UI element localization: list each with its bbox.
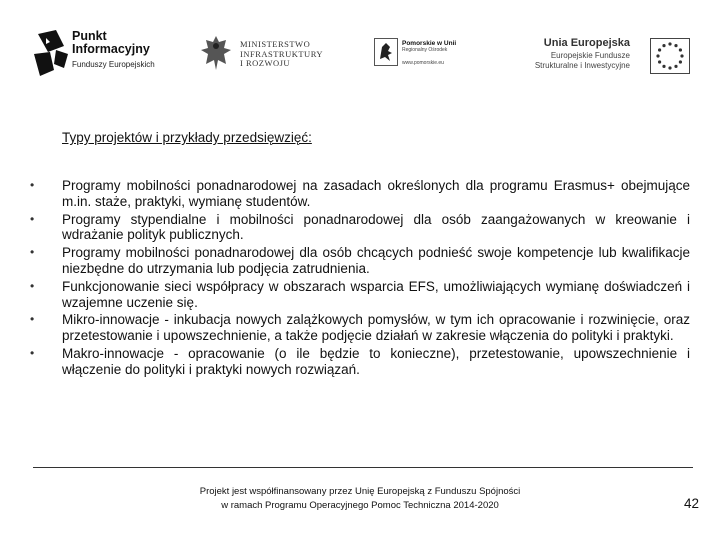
ministry-line3: I ROZWOJU [240,58,291,68]
list-item-text: Mikro-innowacje - inkubacja nowych zalążkowych pomysłów, w tym ich opracowanie i rozwinięcie, oraz przetestowanie i upowszechnienie, a także podjęcie działań w zakresie włączenia do polityki i praktyki. [62,312,690,344]
eu-line1: Unia Europejska [543,37,630,49]
bullet-icon: • [30,245,35,260]
ministry-line1: MINISTERSTWO [240,39,311,49]
pomorskie-griffin-icon [374,38,398,66]
eu-logo [522,28,692,80]
ministry-logo [200,28,340,80]
bullet-icon: • [30,278,35,293]
list-item [30,312,690,344]
punkt-informacyjny-mark-icon [34,30,68,76]
pomorskie-logo [374,28,484,80]
footer-divider [33,467,693,468]
footer-line1: Projekt jest współfinansowany przez Unię Europejską z Funduszu Spójności [199,486,521,497]
list-item-text: Funkcjonowanie sieci współpracy w obszarach wsparcia EFS, umożliwiających wymianę doświadczeń i wzajemne uczenie się. [62,278,690,310]
bullet-icon: • [30,345,35,360]
punkt-informacyjny-logo [34,28,174,80]
page-number: 42 [684,496,700,511]
list-item-text: Programy mobilności ponadnarodowej na zasadach określonych dla programu Erasmus+ obejmujące m.in. staże, praktyki, wymianę studentów. [62,178,690,209]
footer-line2: w ramach Programu Operacyjnego Pomoc Techniczna 2014-2020 [221,500,499,511]
list-item [30,245,690,277]
ministry-line2: INFRASTRUKTURY [240,48,324,59]
list-item [30,178,690,210]
list-item-text: Programy stypendialne i mobilności ponadnarodowej dla osób zaangażowanych w kreowanie i wdrażanie polityk publicznych. [62,211,690,243]
list-item [30,212,690,244]
eu-line2: Europejskie Fundusze [550,51,630,60]
footer-note [100,485,620,513]
eu-flag-icon [650,38,690,74]
bullet-icon: • [30,211,35,226]
bullet-icon: • [30,178,35,192]
list-item [30,279,690,311]
eu-line3: Strukturalne i Inwestycyjne [534,61,630,70]
project-types-list [30,178,690,378]
punkt-line2: Informacyjny [72,42,150,56]
punkt-line3: Funduszy Europejskich [72,60,155,69]
pomorskie-line2: Regionalny Ośrodek [402,47,448,53]
list-item-text: Programy mobilności ponadnarodowej dla osób chcących podnieść swoje kompetencje lub kwalifikacje niezbędne do utrzymania lub podjęcia zatrudnienia. [62,245,690,276]
list-item-text: Makro-innowacje - opracowanie (o ile będzie to konieczne), przetestowanie, upowszechnienie i włączenie do polityki i praktyki nowych rozwiązań. [62,345,690,377]
slide-title: Typy projektów i przykłady przedsięwzięć: [62,130,312,145]
eagle-emblem-icon [200,34,232,72]
pomorskie-line3: www.pomorskie.eu [402,60,444,66]
list-item [30,346,690,378]
pomorskie-line1: Pomorskie w Unii [402,40,457,47]
bullet-icon: • [30,312,35,327]
punkt-line1: Punkt [72,29,107,43]
logo-bar [0,0,720,100]
